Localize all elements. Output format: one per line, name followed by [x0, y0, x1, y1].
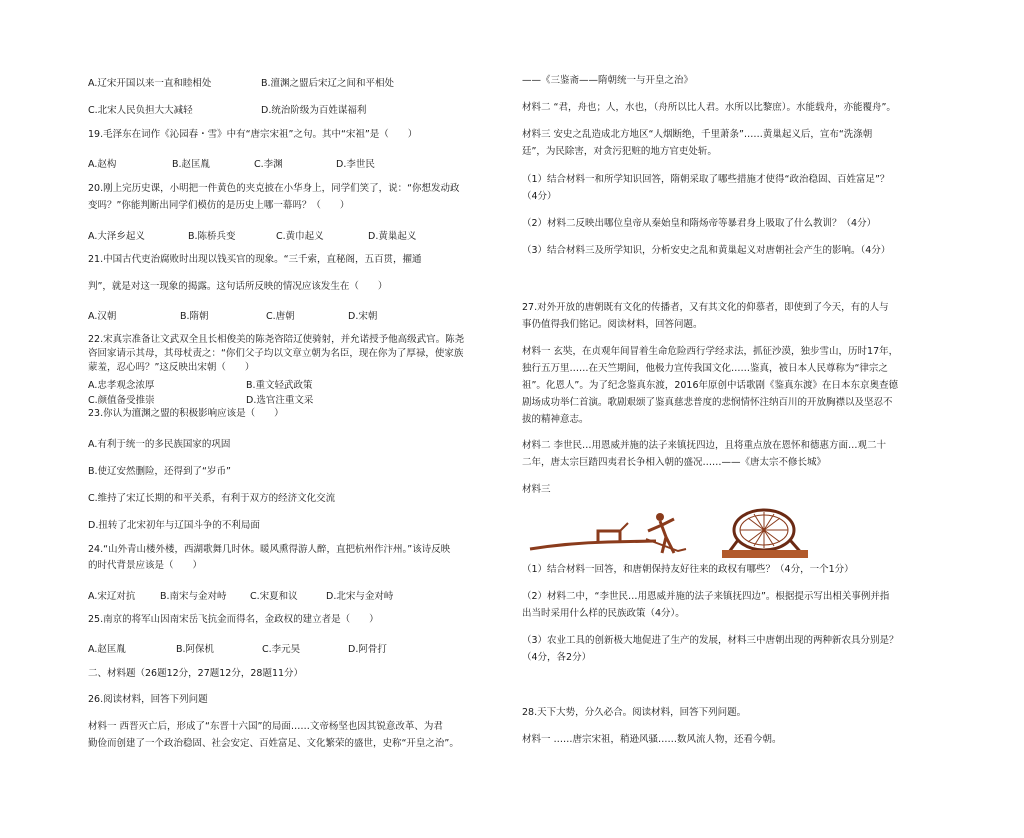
q27-material-2-line-2: 二年，唐太宗巨踏四夷君长争相入朝的盛况……——《唐太宗不修长城》 [522, 457, 827, 468]
question-19: 19.毛泽东在词作《沁园春・雪》中有“唐宗宋祖”之句。其中“宋祖”是（ ） [88, 129, 418, 140]
tube-wheel-image [718, 508, 818, 560]
question-22-line-3: 蒙羞，忍心吗？”这反映出宋朝（ ） [88, 362, 255, 373]
question-20-line-2: 变吗？”你能判断出同学们模仿的是历史上哪一幕吗？（ ） [88, 200, 350, 211]
material-1-line-1: 材料一 西晋灭亡后，形成了“东晋十六国”的局面……文帝杨坚也因其锐意改革、为君 [88, 721, 443, 732]
q25-option-a: A.赵匡胤 [88, 644, 126, 655]
question-24-line-2: 的时代背景应该是（ ） [88, 560, 203, 571]
q21-option-d: D.宋朝 [348, 311, 378, 322]
question-25: 25.南京的将军山因南宋岳飞抗金而得名，金政权的建立者是（ ） [88, 614, 379, 625]
q18-option-a: A.辽宋开国以来一直和睦相处 [88, 78, 212, 89]
q27-material-2-line-1: 材料二 李世民…用恩威并施的法子来镇抚四边，且将重点放在恩怀和德惠方面…观二十 [522, 440, 887, 451]
section-2-heading: 二、材料题（26题12分，27题12分，28题11分） [88, 668, 304, 679]
material-3-line-1: 材料三 安史之乱造成北方地区“人烟断绝，千里萧条”……黄巢起义后，宣布“洗涤朝 [522, 129, 873, 140]
q25-option-b: B.阿保机 [176, 644, 215, 655]
q27-sub-3-line-1: （3）农业工具的创新极大地促进了生产的发展，材料三中唐朝出现的两种新农具分别是？ [522, 635, 899, 646]
q19-option-a: A.赵构 [88, 159, 117, 170]
q27-sub-2-line-2: 出当时采用什么样的民族政策（4分）。 [522, 608, 685, 619]
q26-sub-3: （3）结合材料三及所学知识，分析安史之乱和黄巢起义对唐朝社会产生的影响。（4分） [522, 245, 891, 256]
material-1-source: ——《三鉴斋——隋朝统一与开皇之治》 [522, 75, 694, 86]
q23-option-b: B.使辽安然删险，还得到了“岁币” [88, 466, 231, 477]
q27-material-1-line-5: 拔的精神意志。 [522, 414, 589, 425]
q24-option-d: D.北宋与金对峙 [326, 591, 394, 602]
q27-material-1-line-4: 剧场成功举仁首演。歌剧艰颂了鉴真慈悲普度的悲悯情怀注纳百川的开放胸襟以及坚忍不 [522, 397, 893, 408]
q22-option-b: B.重文轻武政策 [246, 380, 313, 391]
q21-option-c: C.唐朝 [266, 311, 295, 322]
question-21-line-2: 判”，就是对这一现象的揭露。这句话所反映的情况应该发生在（ ） [88, 281, 388, 292]
q19-option-d: D.李世民 [336, 159, 375, 170]
q24-option-c: C.宋夏和议 [250, 591, 298, 602]
q20-option-d: D.黄巢起义 [368, 231, 417, 242]
question-27-line-2: 事仍值得我们铭记。阅读材料，回答问题。 [522, 319, 703, 330]
q25-option-d: D.阿骨打 [348, 644, 387, 655]
q26-sub-2: （2）材料二反映出哪位皇帝从秦始皇和隋炀帝等暴君身上吸取了什么教训？（4分） [522, 218, 877, 229]
question-28: 28.天下大势，分久必合。阅读材料，回答下列问题。 [522, 707, 747, 718]
q23-option-a: A.有利于统一的多民族国家的巩固 [88, 439, 231, 450]
question-27-line-1: 27.对外开放的唐朝既有文化的传播者，又有其文化的仰慕者，即使到了今天，有的人与 [522, 302, 889, 313]
question-21-line-1: 21.中国古代吏治腐败时出现以钱买官的现象。“三千索，直秘阁，五百贯，擢通 [88, 254, 422, 265]
q27-sub-3-line-2: （4分，各2分） [522, 652, 592, 663]
q20-option-c: C.黄巾起义 [276, 231, 324, 242]
q18-option-d: D.统治阶级为百姓谋福利 [261, 105, 367, 116]
q21-option-a: A.汉朝 [88, 311, 117, 322]
q22-option-d: D.选官注重文采 [246, 395, 314, 406]
q24-option-b: B.南宋与金对峙 [160, 591, 227, 602]
q27-material-1-line-1: 材料一 玄奘，在贞观年间冒着生命危险西行学经求法，抓征沙漠，独步雪山，历时17年， [522, 346, 899, 357]
q27-material-1-line-2: 独行五万里……在天竺期间，他极力宣传我国文化……鉴真，被日本人民尊称为“律宗之 [522, 363, 888, 374]
q20-option-a: A.大泽乡起义 [88, 231, 145, 242]
q23-option-d: D.扭转了北宋初年与辽国斗争的不利局面 [88, 520, 260, 531]
q22-option-c: C.颜值备受推崇 [88, 395, 155, 406]
q24-option-a: A.宋辽对抗 [88, 591, 136, 602]
question-26: 26.阅读材料，回答下列问题 [88, 694, 208, 705]
q21-option-b: B.隋朝 [180, 311, 209, 322]
q20-option-b: B.陈桥兵变 [188, 231, 236, 242]
material-1-line-2: 勤俭而创建了一个政治稳固、社会安定、百姓富足、文化繁荣的盛世，史称“开皇之治”。 [88, 738, 459, 749]
question-20-line-1: 20.刚上完历史课，小明把一件黄色的夹克披在小华身上，同学们笑了，说：“你想发动政 [88, 183, 460, 194]
q26-sub-1-line-2: （4分） [522, 191, 557, 202]
q27-material-3-label: 材料三 [522, 484, 551, 495]
q27-material-1-line-3: 祖”。化恩人”。为了纪念鉴真东渡，2016年原创中话歌剧《鉴真东渡》在日本东京奥查德 [522, 380, 899, 391]
q19-option-b: B.赵匡胤 [172, 159, 211, 170]
q27-sub-1: （1）结合材料一回答，和唐朝保持友好往来的政权有哪些？（4分，一个1分） [522, 564, 854, 575]
question-24-line-1: 24.“山外青山楼外楼，西湖歌舞几时休。暖风熏得游人醉，直把杭州作汴州。”该诗反映 [88, 544, 451, 555]
q19-option-c: C.李渊 [254, 159, 283, 170]
q26-sub-1-line-1: （1）结合材料一和所学知识回答，隋朝采取了哪些措施才使得“政治稳固、百姓富足”？ [522, 174, 890, 185]
question-23: 23.你认为澶渊之盟的积极影响应该是（ ） [88, 408, 284, 419]
material-2: 材料二 “君，舟也；人，水也，（舟所以比人君。水所以比黎庶）。水能载舟，亦能覆舟”。 [522, 102, 896, 113]
q18-option-b: B.澶渊之盟后宋辽之间和平相处 [261, 78, 395, 89]
q27-sub-2-line-1: （2）材料二中，“李世民…用恩威并施的法子来镇抚四边”。根据提示写出相关事例并指 [522, 591, 890, 602]
question-22-line-2: 咨回家请示其母，其母杖责之：“你们父子均以文章立朝为名臣，现在你为了厚禄，使家族 [88, 348, 464, 359]
q28-material-1: 材料一 ……唐宗宋祖，稍逊风骚……数风流人物，还看今朝。 [522, 734, 782, 745]
question-22-line-1: 22.宋真宗准备让文武双全且长相俊美的陈尧咨陪辽使骑射，并允诺授予他高级武官。陈尧 [88, 334, 465, 345]
q18-option-c: C.北宋人民负担大大减轻 [88, 105, 193, 116]
q23-option-c: C.维持了宋辽长期的和平关系，有利于双方的经济文化交流 [88, 493, 336, 504]
curved-shaft-plough-image [528, 509, 708, 557]
q22-option-a: A.忠孝观念浓厚 [88, 380, 155, 391]
q25-option-c: C.李元昊 [262, 644, 301, 655]
material-3-line-2: 廷”，为民除害，对贪污犯赃的地方官吏处斩。 [522, 146, 717, 157]
